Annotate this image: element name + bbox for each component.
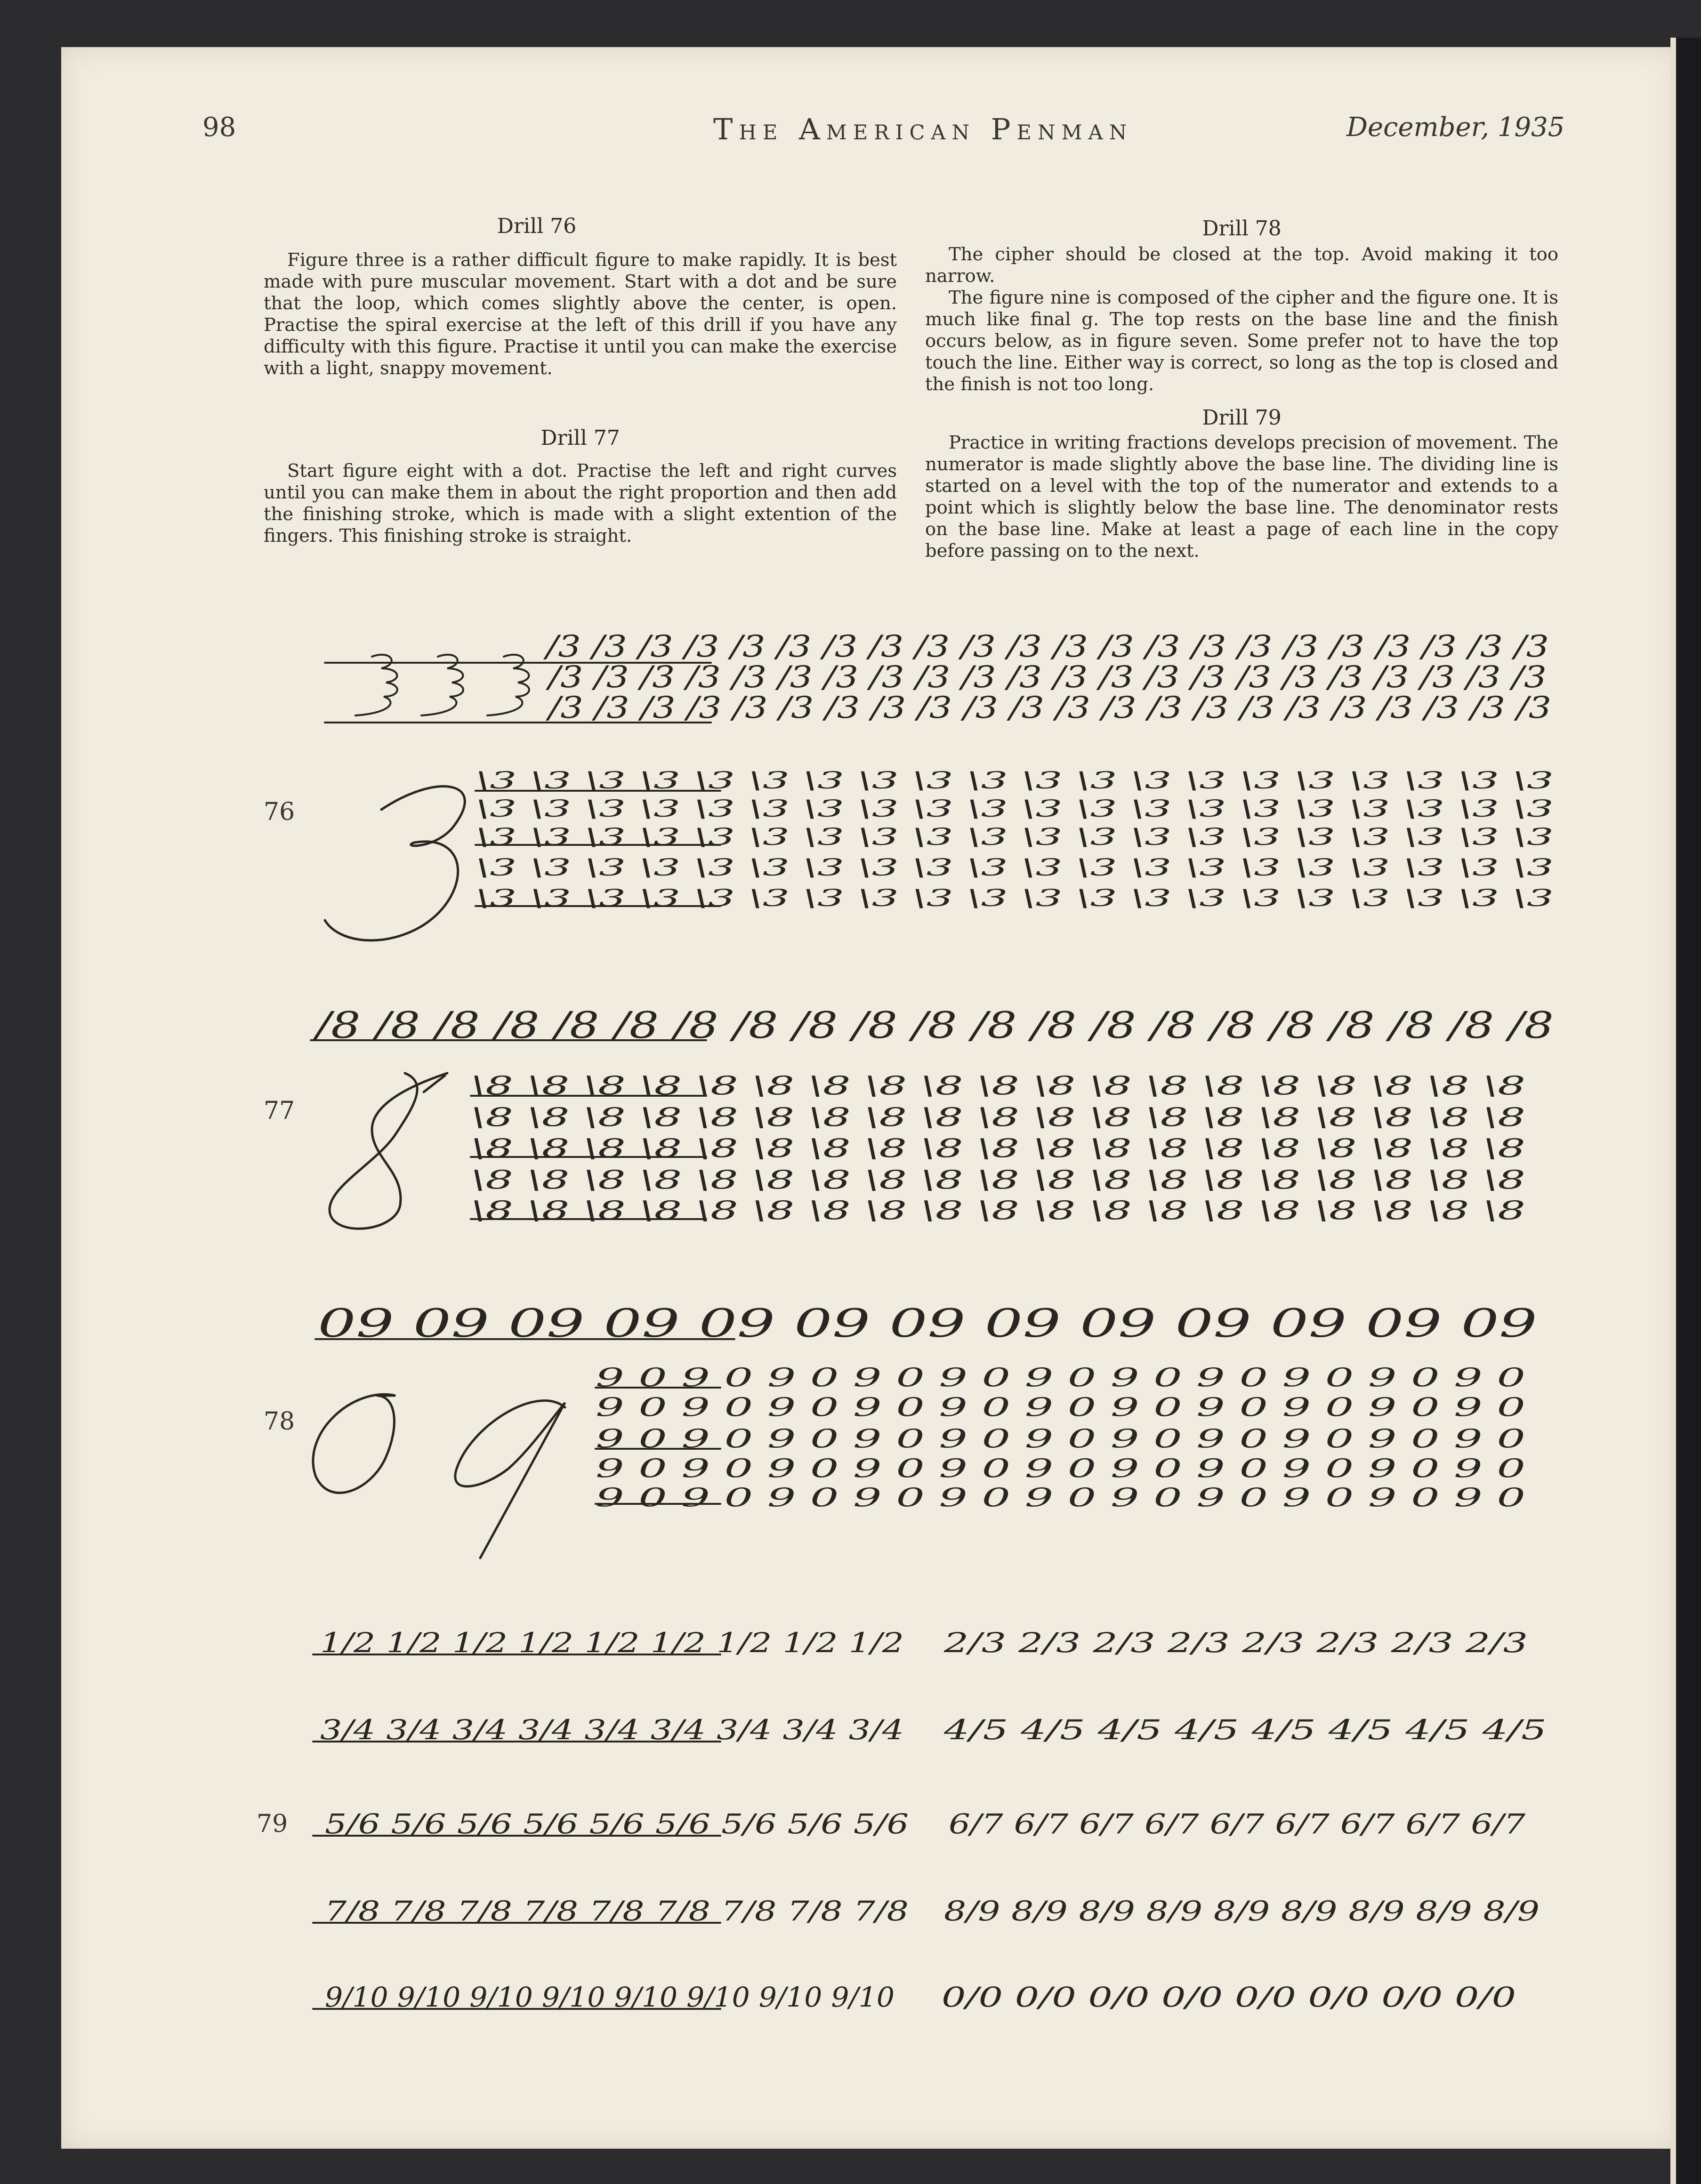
drill-78-text-2: The figure nine is composed of the cipher and the figure one. It is much like final g. The top rests on the base line and the finish occurs below, as in figure seven. Some prefer not to have the top touch the line. Either way is correct, so long as the top is closed and the finish is not too long. bbox=[925, 287, 1558, 395]
three-drill-row-5: \3 \3 \3 \3 \3 \3 \3 \3 \3 \3 \3 \3 \3 \3 \3 \3 \3 \3 \3 \3 bbox=[476, 884, 1554, 912]
drill-76-title: Drill 76 bbox=[497, 214, 577, 238]
fraction-row-halves: 1/2 1/2 1/2 1/2 1/2 1/2 1/2 1/2 1/2 bbox=[320, 1627, 904, 1659]
fraction-row-quarters: 3/4 3/4 3/4 3/4 3/4 3/4 3/4 3/4 3/4 bbox=[320, 1714, 904, 1746]
fraction-row-ninths: 8/9 8/9 8/9 8/9 8/9 8/9 8/9 8/9 8/9 bbox=[944, 1895, 1540, 1927]
magazine-title: The American Penman bbox=[713, 112, 1133, 146]
model-figure-three bbox=[325, 787, 465, 940]
margin-number-78: 78 bbox=[264, 1407, 295, 1436]
fraction-row-tenths: 9/10 9/10 9/10 9/10 9/10 9/10 9/10 9/10 bbox=[325, 1981, 895, 2013]
page-number: 98 bbox=[202, 112, 236, 143]
margin-number-77: 77 bbox=[264, 1097, 295, 1125]
nine-row: 09 09 09 09 09 09 09 09 09 09 09 09 09 bbox=[318, 1301, 1537, 1346]
eight-drill-row-1: \8 \8 \8 \8 \8 \8 \8 \8 \8 \8 \8 \8 \8 \8 \8 \8 \8 \8 \8 bbox=[471, 1071, 1525, 1100]
three-drill-row-2: \3 \3 \3 \3 \3 \3 \3 \3 \3 \3 \3 \3 \3 \3 \3 \3 \3 \3 \3 \3 bbox=[476, 795, 1554, 822]
nine-drill-row-2: 9 0 9 0 9 0 9 0 9 0 9 0 9 0 9 0 9 0 9 0 9 0 bbox=[596, 1392, 1525, 1422]
drill-78-text-1: The cipher should be closed at the top. Avoid making it too narrow. bbox=[925, 244, 1558, 287]
margin-number-76: 76 bbox=[264, 798, 295, 826]
drill-77-title: Drill 77 bbox=[540, 426, 620, 450]
nine-drill-row-4: 9 0 9 0 9 0 9 0 9 0 9 0 9 0 9 0 9 0 9 0 9 0 bbox=[596, 1453, 1525, 1483]
nine-drill-row-5: 9 0 9 0 9 0 9 0 9 0 9 0 9 0 9 0 9 0 9 0 9 0 bbox=[596, 1483, 1525, 1512]
eight-drill-row-3: \8 \8 \8 \8 \8 \8 \8 \8 \8 \8 \8 \8 \8 \8 \8 \8 \8 \8 \8 bbox=[471, 1133, 1525, 1163]
model-nine bbox=[455, 1401, 565, 1558]
three-drill-row-1: \3 \3 \3 \3 \3 \3 \3 \3 \3 \3 \3 \3 \3 \3 \3 \3 \3 \3 \3 \3 bbox=[476, 767, 1554, 794]
three-drill-row-3: \3 \3 \3 \3 \3 \3 \3 \3 \3 \3 \3 \3 \3 \3 \3 \3 \3 \3 \3 \3 bbox=[476, 823, 1554, 851]
margin-number-79: 79 bbox=[257, 1810, 288, 1838]
drill-77-text: Start figure eight with a dot. Practise the left and right curves until you can make them in about the right proportion and then add the finishing stroke, which is made with a slight extention of the fingers. This finishing stroke is straight. bbox=[264, 460, 897, 546]
drill-79-text: Practice in writing fractions develops precision of movement. The numerator is made slightly above the base line. The dividing line is started on a level with the top of the numerator and extends to a point which is slightly below the base line. The denominator rests on the base line. Make at least a page of each line in the copy before passing on to the next. bbox=[925, 432, 1558, 562]
three-drill-row-4: \3 \3 \3 \3 \3 \3 \3 \3 \3 \3 \3 \3 \3 \3 \3 \3 \3 \3 \3 \3 bbox=[476, 854, 1554, 881]
fraction-row-ciphers: 0/0 0/0 0/0 0/0 0/0 0/0 0/0 0/0 bbox=[942, 1981, 1516, 2013]
fraction-row-eighths: 7/8 7/8 7/8 7/8 7/8 7/8 7/8 7/8 7/8 bbox=[325, 1895, 909, 1927]
fraction-row-sevenths: 6/7 6/7 6/7 6/7 6/7 6/7 6/7 6/7 6/7 bbox=[949, 1808, 1526, 1840]
fraction-row-fifths: 4/5 4/5 4/5 4/5 4/5 4/5 4/5 4/5 bbox=[943, 1714, 1547, 1746]
nine-drill-row-3: 9 0 9 0 9 0 9 0 9 0 9 0 9 0 9 0 9 0 9 0 9 0 bbox=[596, 1424, 1525, 1453]
drill-79-title: Drill 79 bbox=[1202, 406, 1282, 430]
issue-date: December, 1935 bbox=[1346, 112, 1565, 143]
drill-78-title: Drill 78 bbox=[1202, 217, 1282, 241]
fraction-row-sixths: 5/6 5/6 5/6 5/6 5/6 5/6 5/6 5/6 5/6 bbox=[325, 1808, 909, 1840]
eighteen-row: /8 /8 /8 /8 /8 /8 /8 /8 /8 /8 /8 /8 /8 /8 /8 /8 /8 /8 /8 /8 /8 bbox=[311, 1004, 1554, 1047]
spiral-exercise bbox=[355, 655, 529, 715]
eight-drill-row-2: \8 \8 \8 \8 \8 \8 \8 \8 \8 \8 \8 \8 \8 \8 \8 \8 \8 \8 \8 bbox=[471, 1102, 1525, 1132]
model-figure-eight bbox=[330, 1073, 447, 1228]
thirteen-row-1: /3 /3 /3 /3 /3 /3 /3 /3 /3 /3 /3 /3 /3 /3 /3 /3 /3 /3 /3 /3 /3 /3 bbox=[542, 629, 1549, 664]
thirteen-row-3: /3 /3 /3 /3 /3 /3 /3 /3 /3 /3 /3 /3 /3 /3 /3 /3 /3 /3 /3 /3 /3 /3 bbox=[545, 691, 1552, 725]
model-cipher bbox=[313, 1394, 395, 1493]
thirteen-row-2: /3 /3 /3 /3 /3 /3 /3 /3 /3 /3 /3 /3 /3 /3 /3 /3 /3 /3 /3 /3 /3 /3 bbox=[545, 660, 1547, 695]
eight-drill-row-4: \8 \8 \8 \8 \8 \8 \8 \8 \8 \8 \8 \8 \8 \8 \8 \8 \8 \8 \8 bbox=[471, 1165, 1525, 1195]
nine-drill-row-1: 9 0 9 0 9 0 9 0 9 0 9 0 9 0 9 0 9 0 9 0 9 0 bbox=[596, 1363, 1525, 1392]
drill-76-text: Figure three is a rather difficult figure to make rapidly. It is best made with pure muscular movement. Start with a dot and be sure that the loop, which comes slightly above the center, is open. Practise the spiral exercise at the left of this drill if you have any difficulty with this figure. Practise it until you can make the exercise with a light, snappy movement. bbox=[264, 249, 897, 379]
eight-drill-row-5: \8 \8 \8 \8 \8 \8 \8 \8 \8 \8 \8 \8 \8 \8 \8 \8 \8 \8 \8 bbox=[471, 1196, 1525, 1225]
fraction-row-thirds: 2/3 2/3 2/3 2/3 2/3 2/3 2/3 2/3 bbox=[943, 1627, 1528, 1659]
